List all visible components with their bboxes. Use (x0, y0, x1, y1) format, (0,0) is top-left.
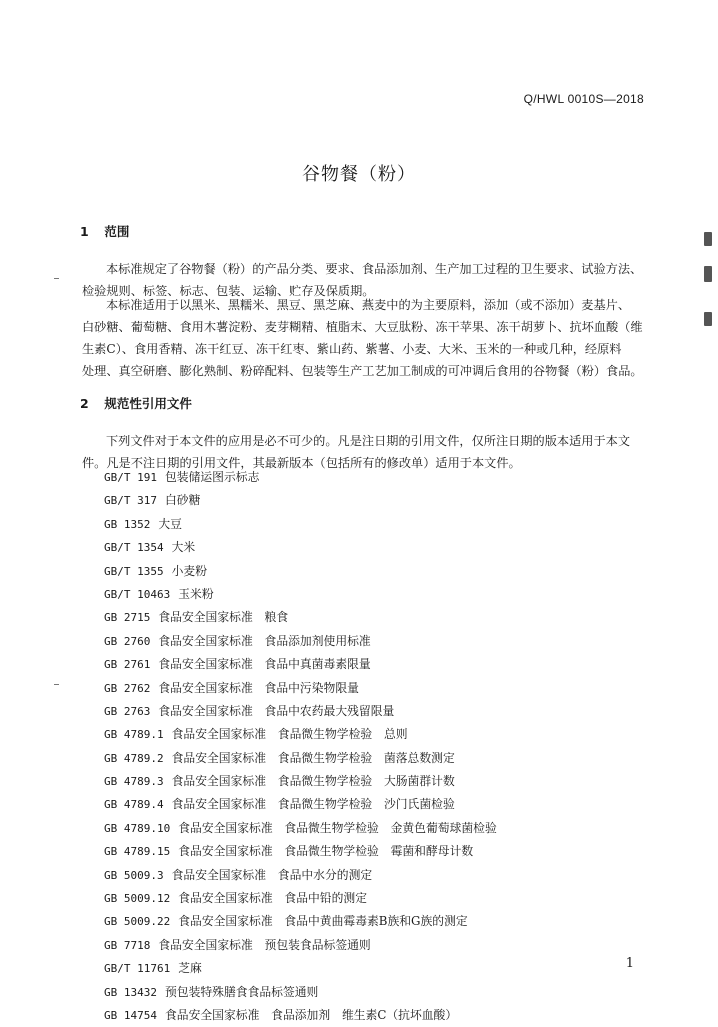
section-title: 规范性引用文件 (104, 396, 192, 411)
reference-title: 食品安全国家标准 食品中铅的测定 (178, 891, 367, 906)
reference-code: GB 1352 (104, 517, 151, 531)
reference-code: GB/T 191 (104, 471, 157, 484)
reference-title: 食品安全国家标准 食品微生物学检验 总则 (171, 727, 408, 742)
reference-title: 玉米粉 (178, 586, 214, 601)
reference-code: GB/T 1354 (104, 541, 164, 555)
text-line: 处理、真空研磨、膨化熟制、粉碎配料、包装等生产工艺加工制成的可冲调后食用的谷物餐（粉）食品。 (82, 364, 643, 378)
reference-item (104, 583, 497, 606)
reference-code: GB 5009.12 (104, 892, 171, 906)
reference-code: GB 4789.1 (104, 728, 164, 742)
reference-item (104, 606, 497, 629)
text-line: 本标准适用于以黑米、黑糯米、黑豆、黑芝麻、燕麦中的为主要原料，添加（或不添加）麦基片、 (106, 298, 631, 312)
reference-code: GB 2760 (104, 634, 151, 648)
reference-title: 食品安全国家标准 食品微生物学检验 金黄色葡萄球菌检验 (178, 820, 497, 835)
reference-title: 食品安全国家标准 食品添加剂 维生素C（抗坏血酸） (164, 1007, 458, 1022)
reference-item (104, 887, 497, 910)
section-heading-normative-references (80, 394, 192, 412)
reference-item (104, 957, 497, 980)
text-line: 本标准规定了谷物餐（粉）的产品分类、要求、食品添加剂、生产加工过程的卫生要求、试验方法、 (106, 262, 643, 276)
reference-item (104, 653, 497, 676)
reference-code: GB 13432 (104, 985, 157, 999)
section-number: 1 (80, 224, 89, 239)
reference-item (104, 513, 497, 536)
reference-title: 食品安全国家标准 食品中污染物限量 (158, 680, 359, 695)
reference-code: GB 2715 (104, 611, 151, 625)
reference-item (104, 864, 497, 887)
reference-title: 食品安全国家标准 食品微生物学检验 霉菌和酵母计数 (178, 844, 474, 859)
reference-item (104, 700, 497, 723)
reference-item (104, 723, 497, 746)
reference-code: GB 2762 (104, 681, 151, 695)
reference-title: 芝麻 (178, 961, 202, 976)
reference-item (104, 910, 497, 933)
reference-code: GB 2761 (104, 658, 151, 672)
reference-code: GB 5009.22 (104, 915, 171, 929)
reference-code: GB 4789.4 (104, 798, 164, 812)
reference-title: 大豆 (158, 516, 182, 531)
reference-code: GB 7718 (104, 938, 151, 952)
reference-title: 包装储运图示标志 (164, 470, 260, 484)
scan-mark (54, 684, 59, 685)
reference-item (104, 934, 497, 957)
reference-title: 食品安全国家标准 食品中黄曲霉毒素B族和G族的测定 (178, 914, 468, 929)
section-title: 范围 (104, 224, 130, 239)
reference-code: GB/T 1355 (104, 564, 164, 578)
reference-code: GB 4789.2 (104, 751, 164, 765)
reference-code: GB/T 317 (104, 494, 157, 508)
reference-code: GB 2763 (104, 704, 151, 718)
text-line: 白砂糖、葡萄糖、食用木薯淀粉、麦芽糊精、植脂末、大豆肽粉、冻干苹果、冻干胡萝卜、抗坏血酸（维 (82, 320, 643, 334)
reference-item (104, 677, 497, 700)
reference-title: 食品安全国家标准 食品微生物学检验 大肠菌群计数 (171, 774, 455, 789)
reference-item (104, 747, 497, 770)
reference-item (104, 981, 497, 1004)
reference-title: 食品安全国家标准 食品添加剂使用标准 (158, 633, 371, 648)
reference-title: 食品安全国家标准 食品微生物学检验 菌落总数测定 (171, 750, 455, 765)
scan-mark (704, 312, 712, 326)
reference-item (104, 466, 497, 489)
document-title: 谷物餐（粉） (302, 164, 416, 185)
page-number: 1 (625, 956, 634, 971)
reference-code: GB 4789.3 (104, 775, 164, 789)
reference-code: GB/T 11761 (104, 962, 171, 976)
scan-mark (704, 232, 712, 246)
scan-mark (54, 278, 59, 279)
reference-title: 食品安全国家标准 食品中水分的测定 (171, 867, 373, 882)
text-line: 下列文件对于本文件的应用是必不可少的。凡是注日期的引用文件，仅所注日期的版本适用于本文 (106, 434, 631, 448)
reference-item (104, 489, 497, 512)
scan-mark (704, 266, 712, 282)
reference-item (104, 536, 497, 559)
reference-code: GB/T 10463 (104, 587, 171, 601)
standard-code: Q/HWL 0010S—2018 (523, 92, 644, 106)
reference-code: GB 5009.3 (104, 868, 164, 882)
text-line: 件。凡是不注日期的引用文件，其最新版本（包括所有的修改单）适用于本文件。 (82, 456, 521, 470)
reference-title: 大米 (171, 540, 196, 555)
text-line: 检验规则、标签、标志、包装、运输、贮存及保质期。 (82, 284, 375, 298)
reference-code: GB 14754 (104, 1008, 157, 1022)
reference-title: 预包装特殊膳食食品标签通则 (164, 984, 319, 999)
reference-title: 食品安全国家标准 预包装食品标签通则 (158, 937, 371, 952)
reference-title: 食品安全国家标准 食品中真菌毒素限量 (158, 657, 371, 672)
reference-item (104, 817, 497, 840)
reference-item (104, 793, 497, 816)
reference-list (104, 466, 497, 1027)
scope-paragraph-2 (82, 294, 660, 382)
reference-title: 食品安全国家标准 粮食 (158, 610, 289, 625)
text-line: 生素C）、食用香精、冻干红豆、冻干红枣、紫山药、紫薯、小麦、大米、玉米的一种或几种，经原料 (82, 342, 622, 356)
reference-item (104, 630, 497, 653)
section-number: 2 (80, 396, 89, 411)
reference-item (104, 840, 497, 863)
reference-title: 小麦粉 (171, 563, 208, 578)
reference-title: 白砂糖 (164, 493, 201, 508)
reference-item (104, 770, 497, 793)
reference-code: GB 4789.10 (104, 821, 171, 835)
reference-item (104, 560, 497, 583)
reference-title: 食品安全国家标准 食品中农药最大残留限量 (158, 703, 395, 718)
section-heading-scope (80, 222, 129, 240)
reference-code: GB 4789.15 (104, 845, 171, 859)
reference-title: 食品安全国家标准 食品微生物学检验 沙门氏菌检验 (171, 797, 455, 812)
